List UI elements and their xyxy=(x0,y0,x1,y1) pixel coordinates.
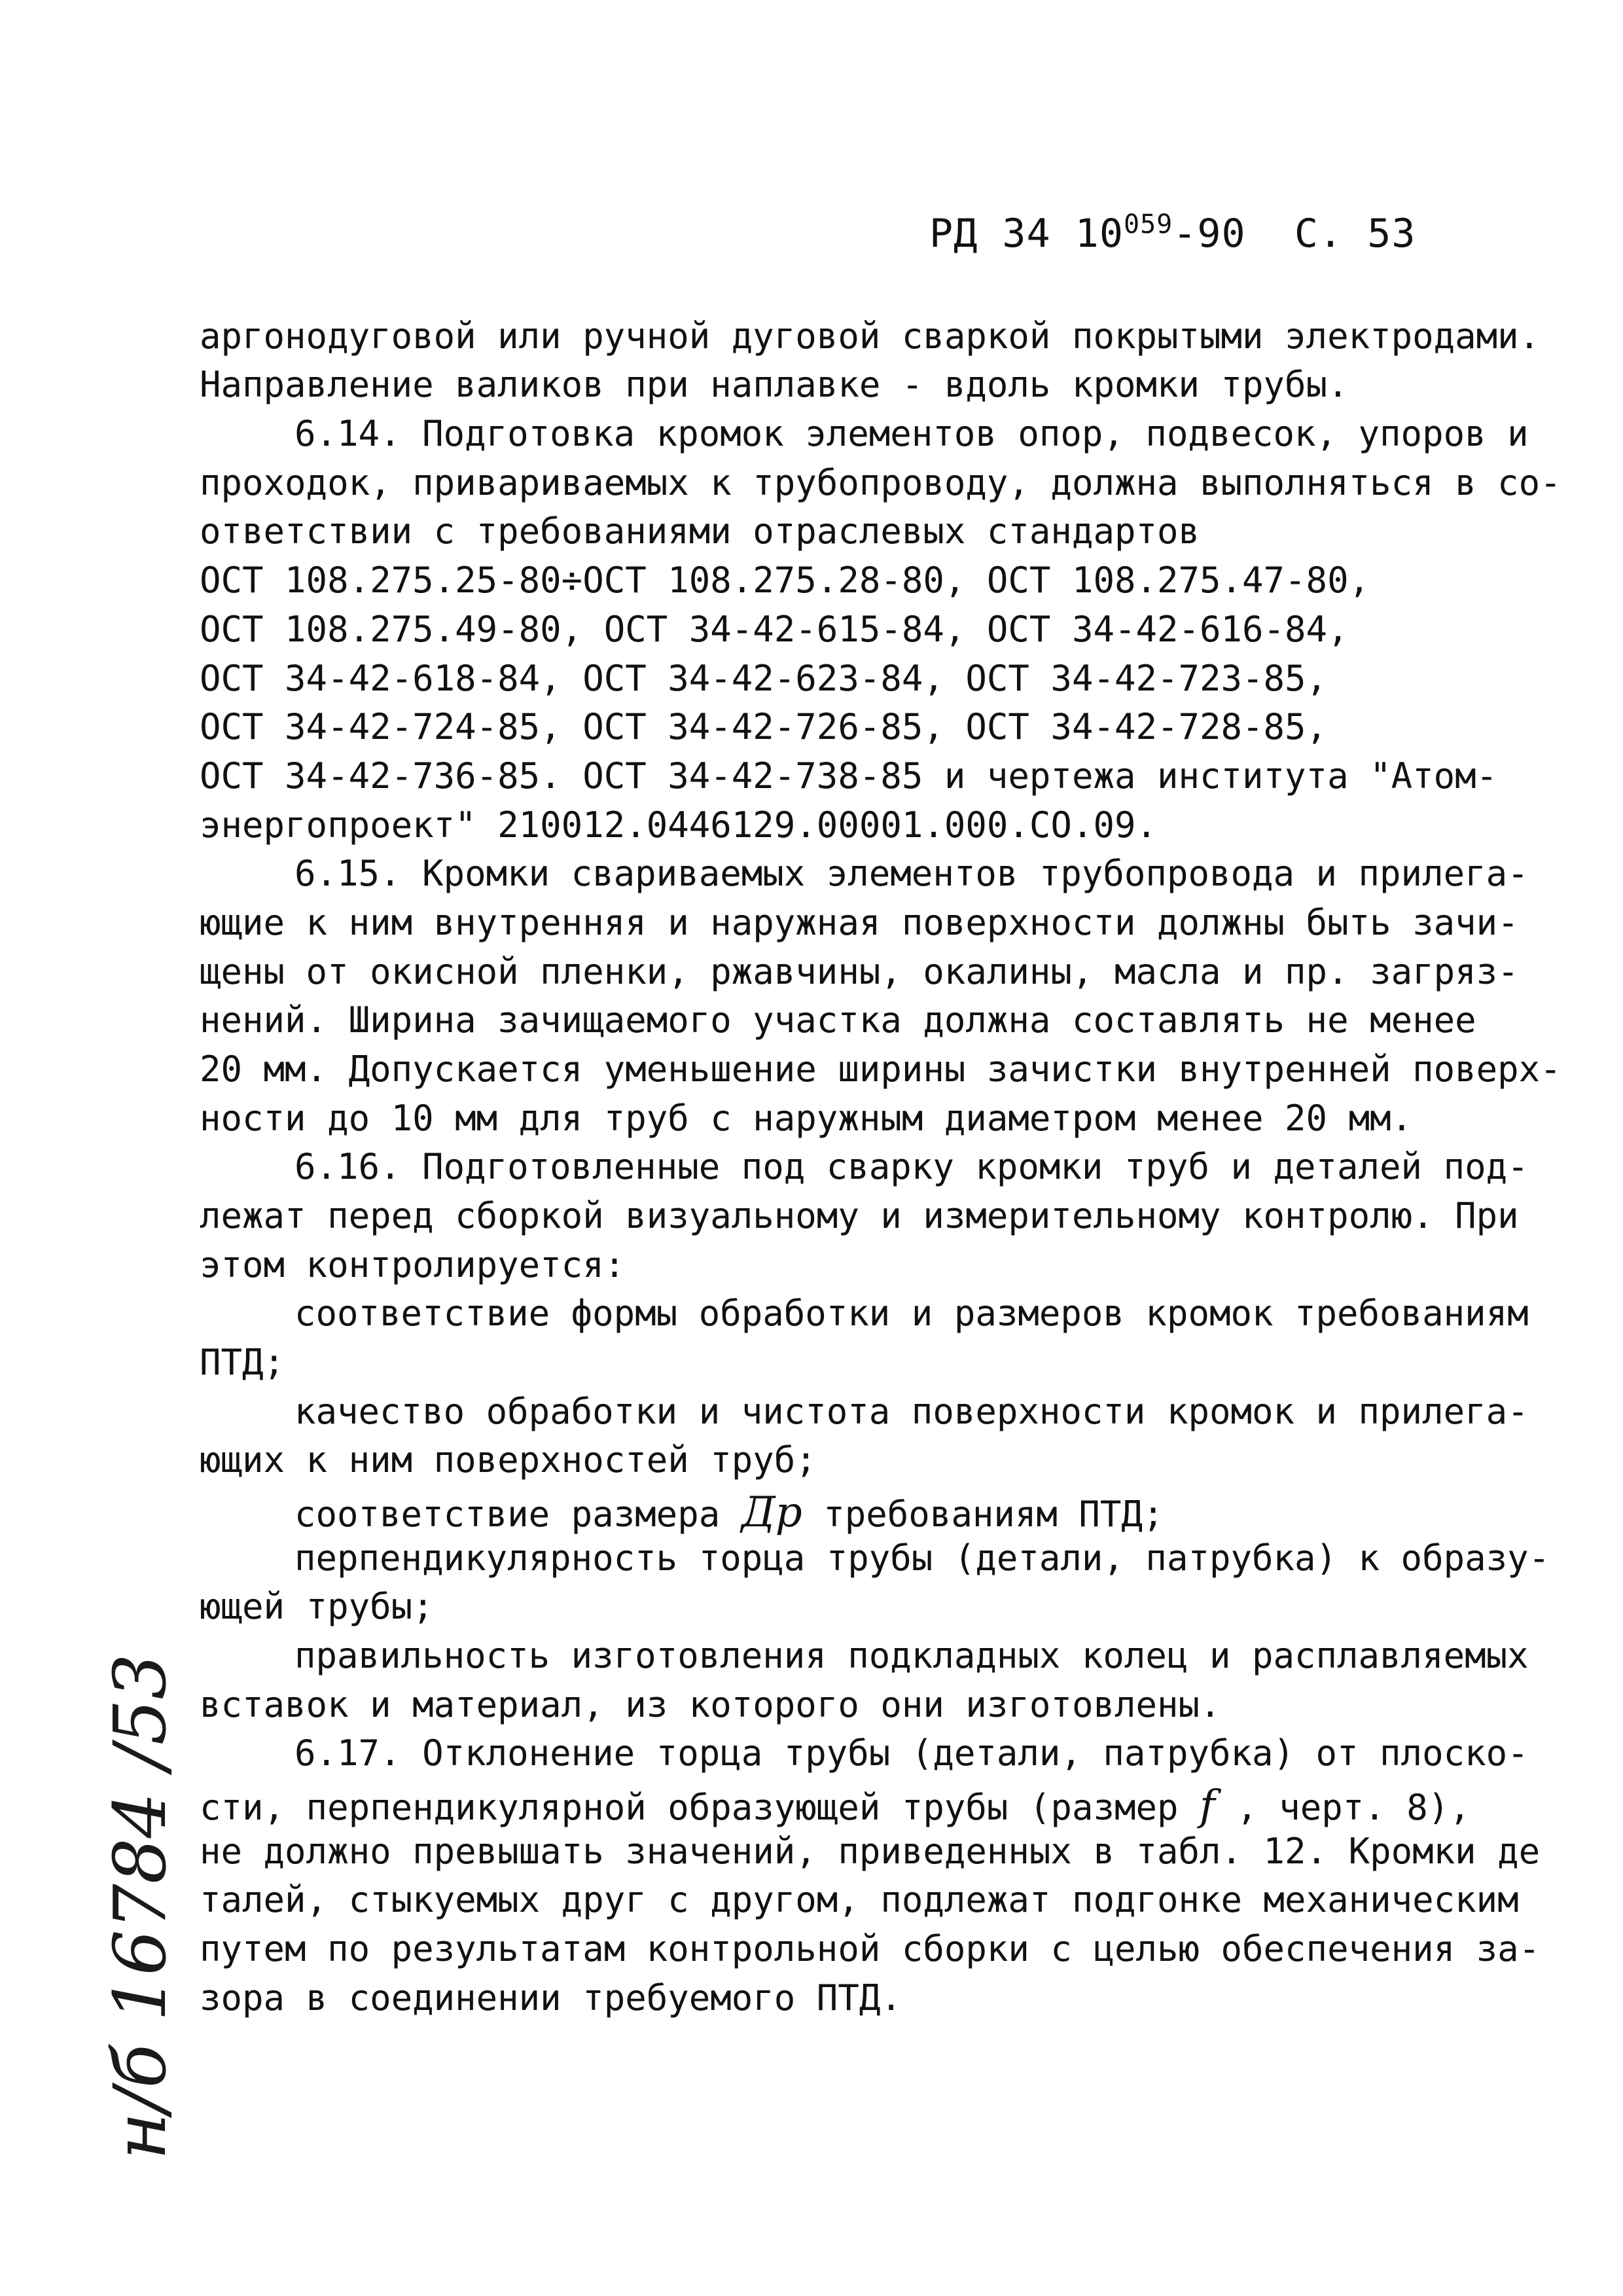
text-line: этом контролируется: xyxy=(200,1244,626,1285)
list-item: соответствие формы обработки и размеров кромок требованиям xyxy=(294,1293,1529,1334)
text-line: проходок, привариваемых к трубопроводу, должна выполняться в со- xyxy=(200,462,1561,503)
standard-list-line: ОСТ 34-42-724-85, ОСТ 34-42-726-85, ОСТ 34-42-728-85, xyxy=(200,706,1328,747)
handwritten-symbol-dr: Др xyxy=(741,1488,802,1537)
standard-list-line: ОСТ 108.275.25-80÷ОСТ 108.275.28-80, ОСТ 108.275.47-80, xyxy=(200,560,1370,601)
handwritten-margin-note: н/б 16784 /53 xyxy=(98,1653,182,2160)
list-item: качество обработки и чистота поверхности кромок и прилега- xyxy=(294,1391,1529,1432)
text-line: Направление валиков при наплавке - вдоль кромки трубы. xyxy=(200,364,1349,405)
text-segment: , черт. 8), xyxy=(1236,1787,1471,1828)
text-segment: сти, перпендикулярной образующей трубы (размер xyxy=(200,1787,1179,1828)
text-line: аргонодуговой или ручной дуговой сваркой покрытыми электродами. xyxy=(200,315,1541,357)
text-line: ющие к ним внутренняя и наружная поверхности должны быть зачи- xyxy=(200,902,1519,943)
text-line: ответствии с требованиями отраслевых стандартов xyxy=(200,511,1200,552)
list-item-text: требованиям ПТД; xyxy=(823,1494,1164,1535)
doc-number: РД 34 10 xyxy=(929,211,1124,257)
page-number: С. 53 xyxy=(1294,211,1416,257)
text-line: 20 мм. Допускается уменьшение ширины зачистки внутренней поверх- xyxy=(200,1049,1561,1090)
doc-number-suffix: -90 xyxy=(1173,211,1246,257)
paragraph-6-16: 6.16. Подготовленные под сварку кромки труб и деталей под- xyxy=(294,1146,1529,1187)
text-line: ПТД; xyxy=(200,1342,285,1383)
text-line xyxy=(200,1782,1471,1830)
list-item: перпендикулярность торца трубы (детали, патрубка) к образу- xyxy=(294,1537,1550,1579)
document-header xyxy=(929,209,1416,257)
text-line: нений. Ширина зачищаемого участка должна составлять не менее xyxy=(200,999,1476,1041)
text-line: ющих к ним поверхностей труб; xyxy=(200,1439,817,1480)
standard-list-line: ОСТ 108.275.49-80, ОСТ 34-42-615-84, ОСТ 34-42-616-84, xyxy=(200,609,1349,650)
text-line: ности до 10 мм для труб с наружным диаметром менее 20 мм. xyxy=(200,1098,1413,1139)
handwritten-symbol-f: f xyxy=(1200,1782,1215,1830)
text-line: не должно превышать значений, приведенных в табл. 12. Кромки де xyxy=(200,1831,1541,1872)
standard-list-line: ОСТ 34-42-736-85. ОСТ 34-42-738-85 и чертежа института "Атом- xyxy=(200,755,1498,797)
text-line: вставок и материал, из которого они изготовлены. xyxy=(200,1684,1221,1725)
paragraph-6-17: 6.17. Отклонение торца трубы (детали, патрубка) от плоско- xyxy=(294,1732,1529,1774)
list-item xyxy=(294,1488,1164,1537)
paragraph-6-14: 6.14. Подготовка кромок элементов опор, подвесок, упоров и xyxy=(294,413,1529,454)
text-line: путем по результатам контрольной сборки с целью обеспечения за- xyxy=(200,1928,1541,1969)
list-item-text: соответствие размера xyxy=(294,1494,721,1535)
paragraph-6-15: 6.15. Кромки свариваемых элементов трубопровода и прилега- xyxy=(294,853,1529,894)
text-line: энергопроект" 210012.0446129.00001.000.СО.09. xyxy=(200,804,1157,846)
doc-number-sup: 059 xyxy=(1123,209,1173,240)
text-line: ющей трубы; xyxy=(200,1586,434,1627)
text-line: щены от окисной пленки, ржавчины, окалины, масла и пр. загряз- xyxy=(200,951,1519,992)
text-line: зора в соединении требуемого ПТД. xyxy=(200,1977,902,2018)
list-item: правильность изготовления подкладных колец и расплавляемых xyxy=(294,1635,1529,1676)
standard-list-line: ОСТ 34-42-618-84, ОСТ 34-42-623-84, ОСТ 34-42-723-85, xyxy=(200,658,1328,699)
text-line: лежат перед сборкой визуальному и измерительному контролю. При xyxy=(200,1195,1519,1236)
text-line: талей, стыкуемых друг с другом, подлежат подгонке механическим xyxy=(200,1879,1519,1920)
